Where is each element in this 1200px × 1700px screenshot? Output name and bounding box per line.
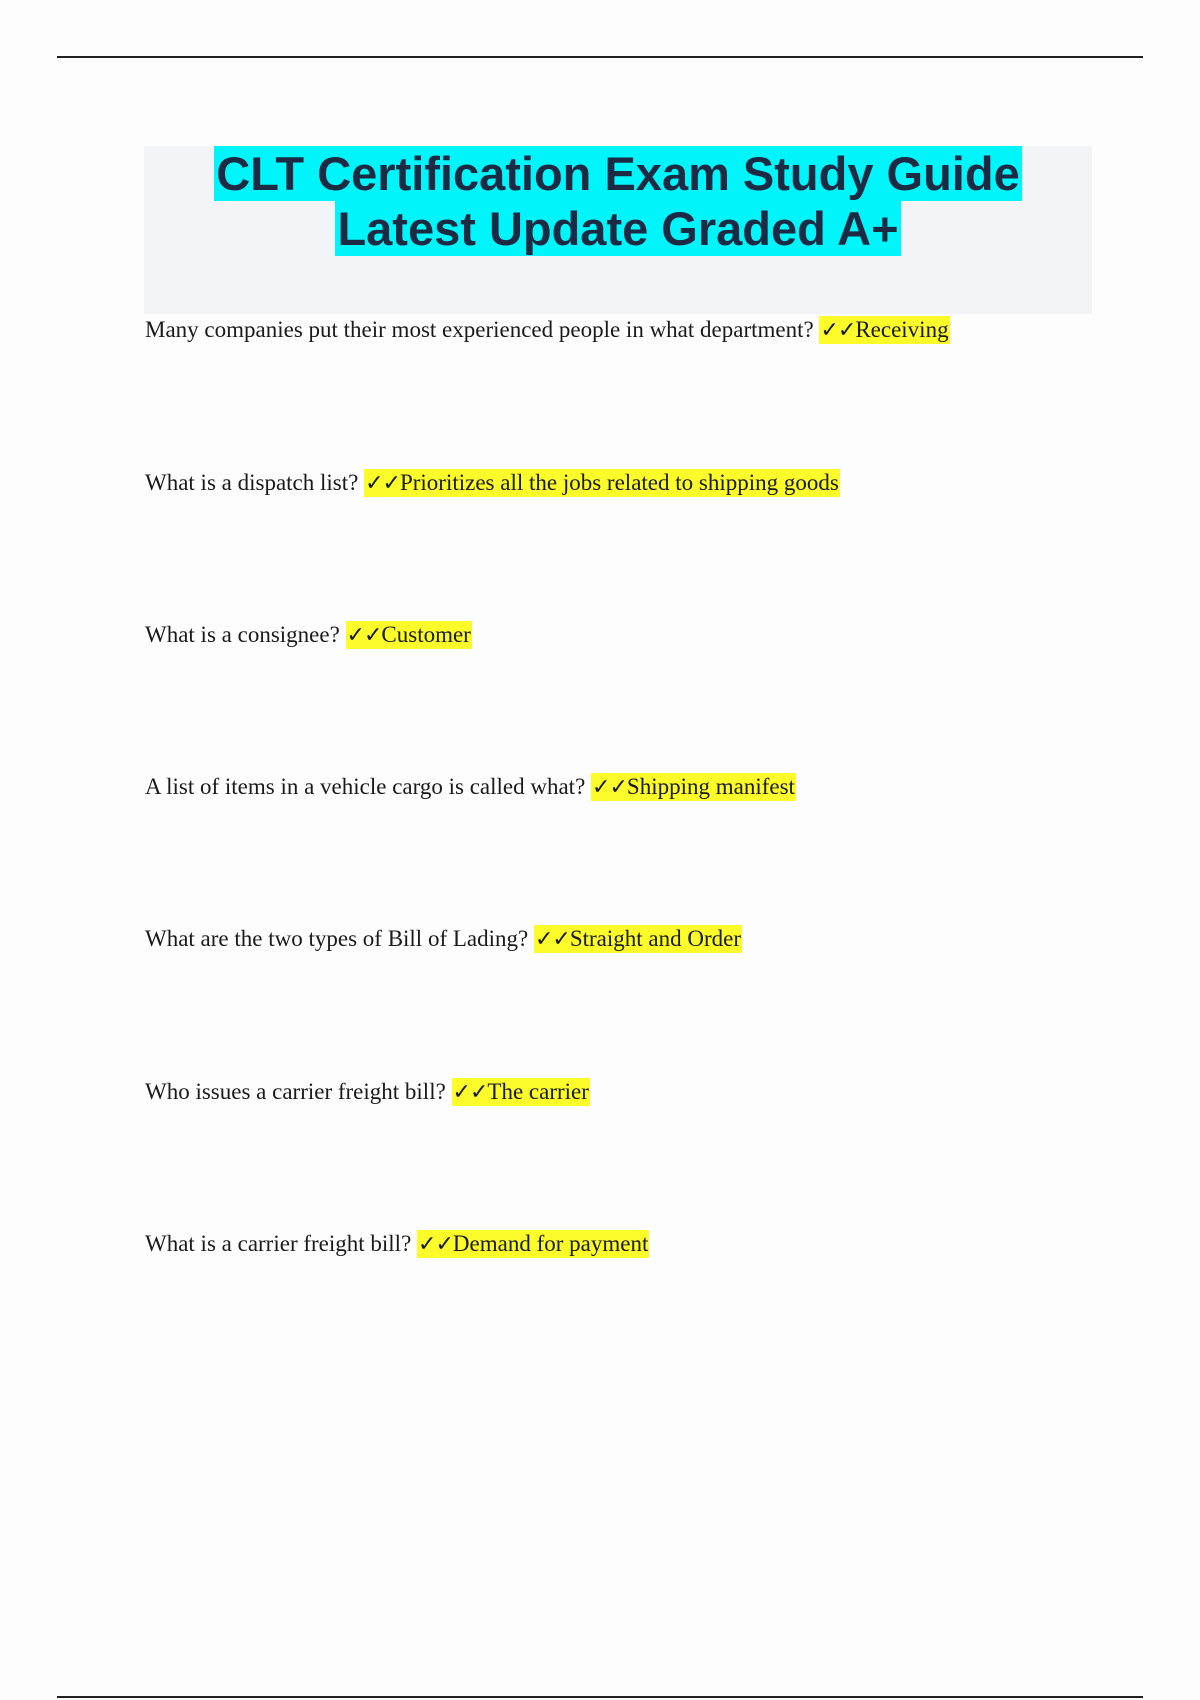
answer-highlight [417, 1230, 649, 1258]
answer-highlight [819, 316, 949, 344]
double-check-icon: ✓✓ [346, 623, 382, 648]
document-title [144, 146, 1092, 256]
answer-text: Receiving [855, 317, 949, 342]
question-text: Many companies put their most experienced people in what department? [145, 317, 814, 342]
question-text: What is a carrier freight bill? [145, 1231, 412, 1256]
double-check-icon: ✓✓ [452, 1080, 488, 1105]
answer-text: Shipping manifest [626, 774, 795, 799]
top-rule [57, 56, 1143, 58]
question-text: What is a dispatch list? [145, 470, 359, 495]
question-text: A list of items in a vehicle cargo is called what? [145, 774, 586, 799]
question-text: Who issues a carrier freight bill? [145, 1079, 446, 1104]
answer-text: Customer [381, 622, 471, 647]
title-line-2: Latest Update Graded A+ [337, 202, 899, 255]
qa-item [145, 315, 950, 346]
double-check-icon: ✓✓ [592, 775, 627, 800]
answer-highlight [591, 773, 796, 801]
answer-text: The carrier [487, 1079, 589, 1104]
answer-highlight [364, 469, 840, 497]
answer-highlight [534, 925, 742, 953]
double-check-icon: ✓✓ [365, 471, 400, 496]
qa-item [145, 772, 796, 803]
double-check-icon: ✓✓ [534, 927, 570, 952]
qa-item [145, 924, 742, 955]
title-block [144, 146, 1092, 314]
qa-item [145, 620, 472, 651]
answer-text: Prioritizes all the jobs related to shipping goods [399, 470, 839, 495]
qa-item [145, 1229, 649, 1260]
question-text: What is a consignee? [145, 622, 340, 647]
answer-highlight [346, 621, 472, 649]
double-check-icon: ✓✓ [820, 318, 856, 343]
title-line-1: CLT Certification Exam Study Guide [216, 147, 1020, 200]
bottom-rule [57, 1696, 1143, 1698]
answer-highlight [452, 1078, 590, 1106]
answer-text: Demand for payment [452, 1231, 649, 1256]
qa-item [145, 468, 840, 499]
question-text: What are the two types of Bill of Lading? [145, 926, 529, 951]
double-check-icon: ✓✓ [418, 1232, 453, 1257]
qa-item [145, 1077, 590, 1108]
answer-text: Straight and Order [569, 926, 742, 951]
